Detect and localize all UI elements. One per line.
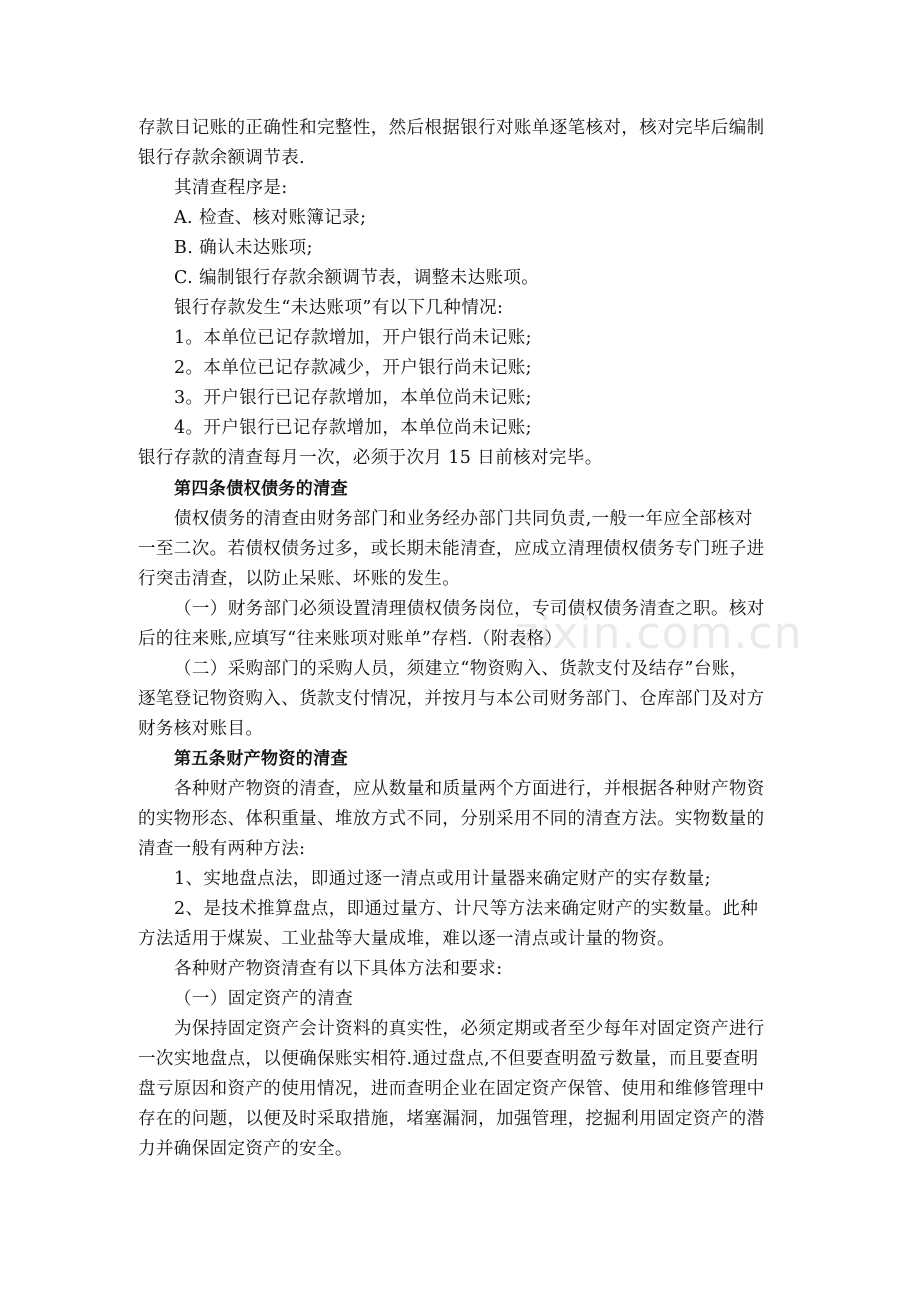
text-line: 为保持固定资产会计资料的真实性，必须定期或者至少每年对固定资产进行 xyxy=(174,1019,765,1039)
text-line: 存在的问题，以便及时采取措施，堵塞漏洞，加强管理，挖掘利用固定资产的潜 xyxy=(138,1109,765,1129)
text-line: 逐笔登记物资购入、货款支付情况，并按月与本公司财务部门、仓库部门及对方 xyxy=(138,689,765,709)
section-heading: 第五条财产物资的清查 xyxy=(174,749,348,769)
text-line: 力并确保固定资产的安全。 xyxy=(138,1139,353,1159)
text-line: 银行存款余额调节表. xyxy=(138,148,306,168)
text-line: 一至二次。若债权债务过多，或长期未能清查，应成立清理债权债务专门班子进 xyxy=(138,539,765,559)
list-item: 1。本单位已记存款增加，开户银行尚未记账; xyxy=(174,328,532,348)
list-item: 2、是技术推算盘点，即通过量方、计尺等方法来确定财产的实数量。此种 xyxy=(174,899,759,919)
list-item: A. 检查、核对账簿记录; xyxy=(174,208,367,228)
watermark: zixin.com.cn xyxy=(515,608,803,659)
text-line: 方法适用于煤炭、工业盐等大量成堆，难以逐一清点或计量的物资。 xyxy=(138,929,675,949)
list-item: 2。本单位已记存款减少，开户银行尚未记账; xyxy=(174,358,532,378)
text-line: （一）财务部门必须设置清理债权债务岗位，专司债权债务清查之职。核对 xyxy=(174,599,765,619)
text-line: 其清查程序是: xyxy=(174,178,288,198)
text-line: 财务核对账目。 xyxy=(138,719,264,739)
list-item: B. 确认未达账项; xyxy=(174,238,313,258)
text-line: 后的往来账,应填写“往来账项对账单”存档.（附表格） xyxy=(138,629,563,649)
list-item: 3。开户银行已记存款增加，本单位尚未记账; xyxy=(174,388,532,408)
text-line: 盘亏原因和资产的使用情况，进而查明企业在固定资产保管、使用和维修管理中 xyxy=(138,1079,765,1099)
text-line: 清查一般有两种方法: xyxy=(138,839,306,859)
section-heading: 第四条债权债务的清查 xyxy=(174,479,348,499)
list-item: C. 编制银行存款余额调节表，调整未达账项。 xyxy=(174,268,540,288)
text-line: 银行存款发生“未达账项”有以下几种情况: xyxy=(174,298,504,318)
text-line: （二）采购部门的采购人员，须建立“物资购入、货款支付及结存”台账， xyxy=(174,659,748,679)
text-line: 各种财产物资的清查，应从数量和质量两个方面进行，并根据各种财产物资 xyxy=(174,779,765,799)
text-line: 银行存款的清查每月一次，必须于次月 15 日前核对完毕。 xyxy=(138,448,603,468)
text-line: 各种财产物资清查有以下具体方法和要求: xyxy=(174,959,503,979)
text-line: 一次实地盘点，以便确保账实相符.通过盘点,不但要查明盈亏数量，而且要查明 xyxy=(138,1049,759,1069)
subsection-heading: （一）固定资产的清查 xyxy=(174,989,353,1009)
text-line: 债权债务的清查由财务部门和业务经办部门共同负责,一般一年应全部核对 xyxy=(174,509,753,529)
text-line: 行突击清查，以防止呆账、坏账的发生。 xyxy=(138,569,461,589)
text-line: 的实物形态、体积重量、堆放方式不同，分别采用不同的清查方法。实物数量的 xyxy=(138,809,765,829)
text-line: 存款日记账的正确性和完整性，然后根据银行对账单逐笔核对，核对完毕后编制 xyxy=(138,118,765,138)
list-item: 1、实地盘点法，即通过逐一清点或用计量器来确定财产的实存数量; xyxy=(174,869,711,889)
list-item: 4。开户银行已记存款增加，本单位尚未记账; xyxy=(174,418,532,438)
